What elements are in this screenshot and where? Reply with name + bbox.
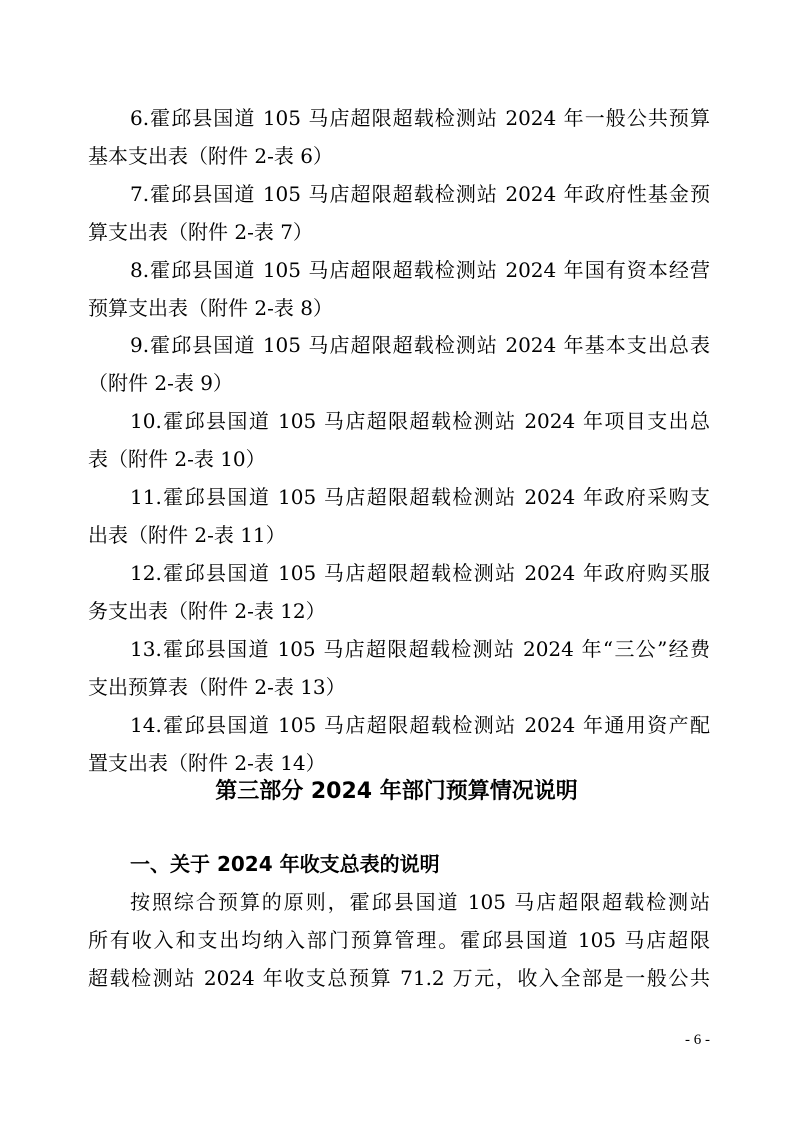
attachment-item-6-line2: 基本支出表（附件 2-表 6） — [88, 144, 333, 168]
attachment-item-12-line1: 12.霍邱县国道 105 马店超限超载检测站 2024 年政府购买服 — [130, 561, 710, 585]
subheading: 一、关于 2024 年收支总表的说明 — [130, 852, 440, 876]
section-title: 第三部分 2024 年部门预算情况说明 — [215, 779, 578, 804]
body-line-1: 按照综合预算的原则，霍邱县国道 105 马店超限超载检测站 — [130, 890, 710, 914]
attachment-item-8-line2: 预算支出表（附件 2-表 8） — [88, 296, 333, 320]
attachment-item-7-line2: 算支出表（附件 2-表 7） — [88, 220, 313, 244]
attachment-item-12-line2: 务支出表（附件 2-表 12） — [88, 599, 326, 623]
attachment-item-11-line1: 11.霍邱县国道 105 马店超限超载检测站 2024 年政府采购支 — [130, 485, 710, 509]
page-number: - 6 - — [685, 1032, 710, 1048]
attachment-item-9-line1: 9.霍邱县国道 105 马店超限超载检测站 2024 年基本支出总表 — [130, 333, 710, 357]
body-line-2: 所有收入和支出均纳入部门预算管理。霍邱县国道 105 马店超限 — [88, 928, 710, 952]
attachment-item-13-line2: 支出预算表（附件 2-表 13） — [88, 675, 346, 699]
attachment-item-13-line1: 13.霍邱县国道 105 马店超限超载检测站 2024 年“三公”经费 — [130, 637, 710, 661]
attachment-item-9-line2: （附件 2-表 9） — [88, 371, 233, 395]
body-line-3: 超载检测站 2024 年收支总预算 71.2 万元，收入全部是一般公共 — [88, 966, 710, 990]
attachment-item-10-line2: 表（附件 2-表 10） — [88, 447, 266, 471]
attachment-item-6-line1: 6.霍邱县国道 105 马店超限超载检测站 2024 年一般公共预算 — [130, 106, 710, 130]
attachment-item-10-line1: 10.霍邱县国道 105 马店超限超载检测站 2024 年项目支出总 — [130, 409, 710, 433]
attachment-item-7-line1: 7.霍邱县国道 105 马店超限超载检测站 2024 年政府性基金预 — [130, 182, 710, 206]
attachment-item-14-line2: 置支出表（附件 2-表 14） — [88, 751, 326, 775]
attachment-item-14-line1: 14.霍邱县国道 105 马店超限超载检测站 2024 年通用资产配 — [130, 713, 710, 737]
attachment-item-11-line2: 出表（附件 2-表 11） — [88, 523, 286, 547]
attachment-item-8-line1: 8.霍邱县国道 105 马店超限超载检测站 2024 年国有资本经营 — [130, 258, 710, 282]
